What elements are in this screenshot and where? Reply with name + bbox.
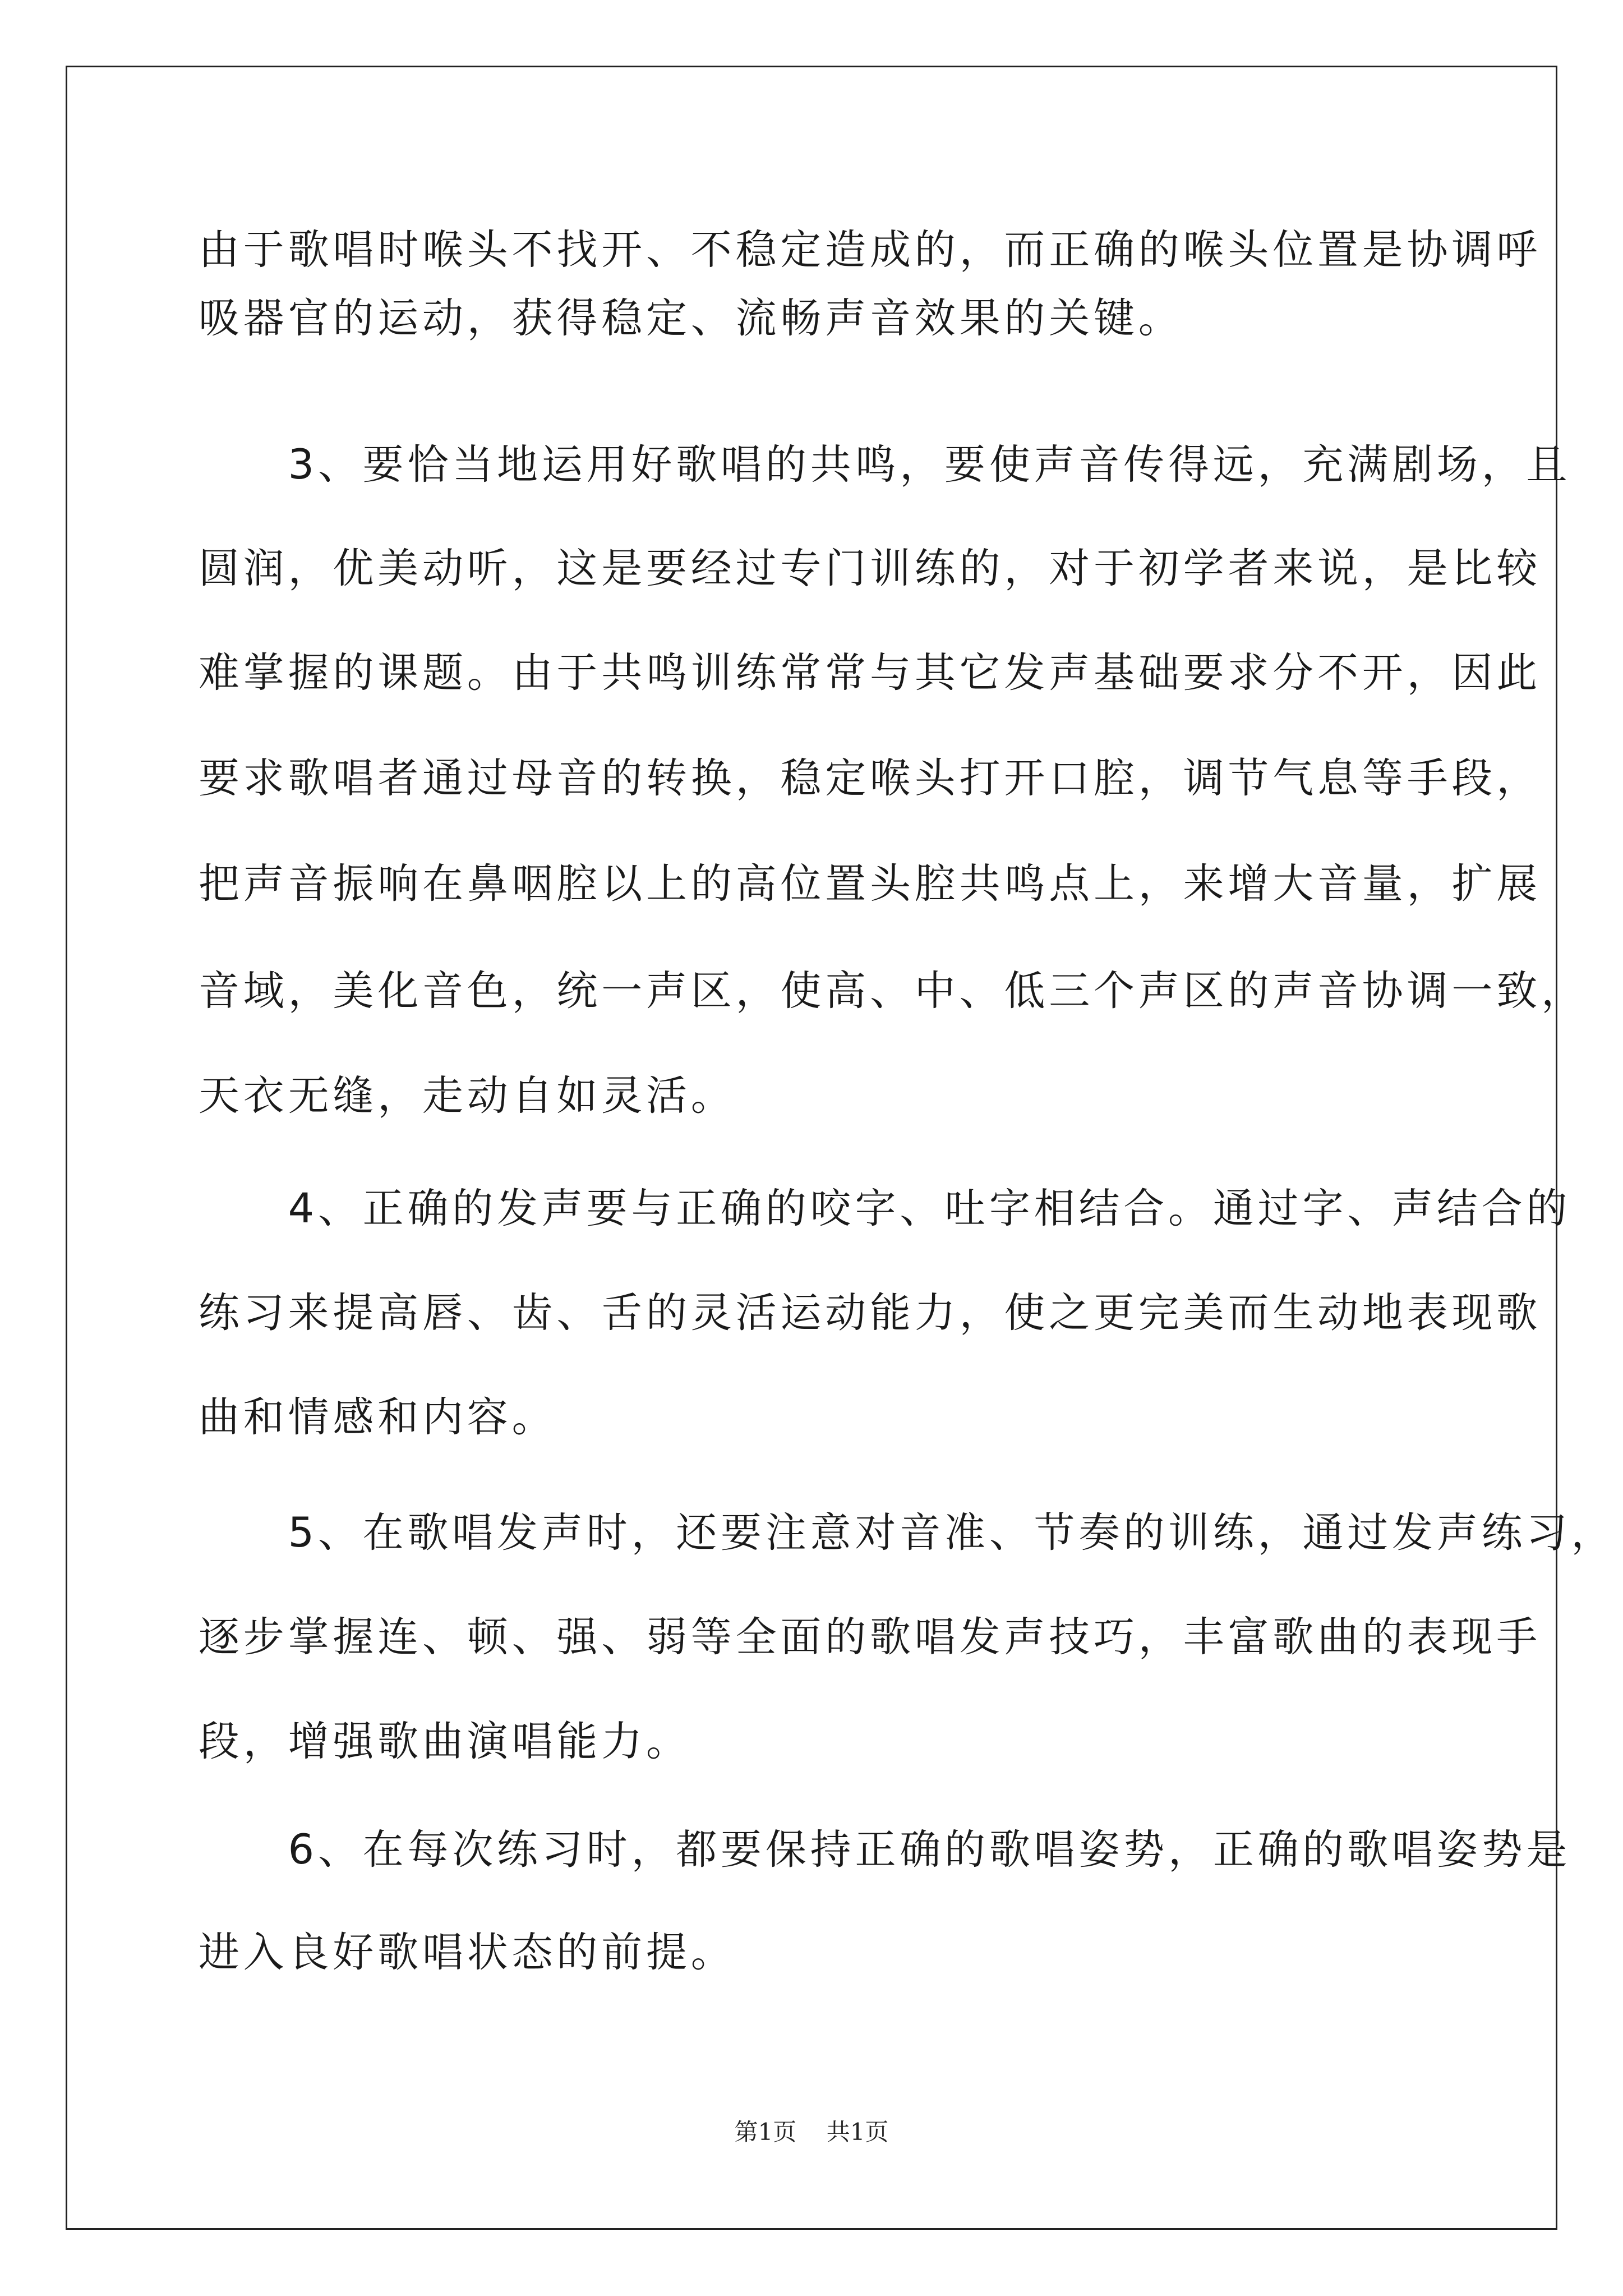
text-line: 逐步掌握连、顿、强、弱等全面的歌唱发声技巧，丰富歌曲的表现手 xyxy=(199,1613,1541,1661)
text-line: 天衣无缝，走动自如灵活。 xyxy=(199,1072,736,1120)
text-line: 吸器官的运动，获得稳定、流畅声音效果的关键。 xyxy=(199,295,1183,342)
text-line: 由于歌唱时喉头不找开、不稳定造成的，而正确的喉头位置是协调呼 xyxy=(199,226,1541,274)
text-line: 练习来提高唇、齿、舌的灵活运动能力，使之更完美而生动地表现歌 xyxy=(199,1289,1541,1337)
text-line: 音域，美化音色，统一声区，使高、中、低三个声区的声音协调一致， xyxy=(199,967,1586,1015)
text-line: 5、在歌唱发声时，还要注意对音准、节奏的训练，通过发声练习， xyxy=(199,1509,1616,1557)
text-line: 把声音振响在鼻咽腔以上的高位置头腔共鸣点上，来增大音量，扩展 xyxy=(199,860,1541,908)
text-line: 进入良好歌唱状态的前提。 xyxy=(199,1929,736,1976)
page-border xyxy=(66,66,1557,2230)
text-line: 难掌握的课题。由于共鸣训练常常与其它发声基础要求分不开，因此 xyxy=(199,649,1541,697)
page-number: 第1页 xyxy=(734,2118,797,2146)
text-line: 圆润，优美动听，这是要经过专门训练的，对于初学者来说，是比较 xyxy=(199,545,1541,592)
text-line: 4、正确的发声要与正确的咬字、吐字相结合。通过字、声结合的 xyxy=(199,1185,1571,1232)
text-line: 6、在每次练习时，都要保持正确的歌唱姿势，正确的歌唱姿势是 xyxy=(199,1826,1571,1874)
text-line: 3、要恰当地运用好歌唱的共鸣，要使声音传得远，充满剧场，且 xyxy=(199,441,1571,489)
page-total: 共1页 xyxy=(826,2118,889,2146)
text-line: 要求歌唱者通过母音的转换，稳定喉头打开口腔，调节气息等手段， xyxy=(199,754,1541,802)
text-line: 曲和情感和内容。 xyxy=(199,1393,557,1441)
page-footer xyxy=(0,2120,1623,2144)
text-line: 段，增强歌曲演唱能力。 xyxy=(199,1718,691,1765)
